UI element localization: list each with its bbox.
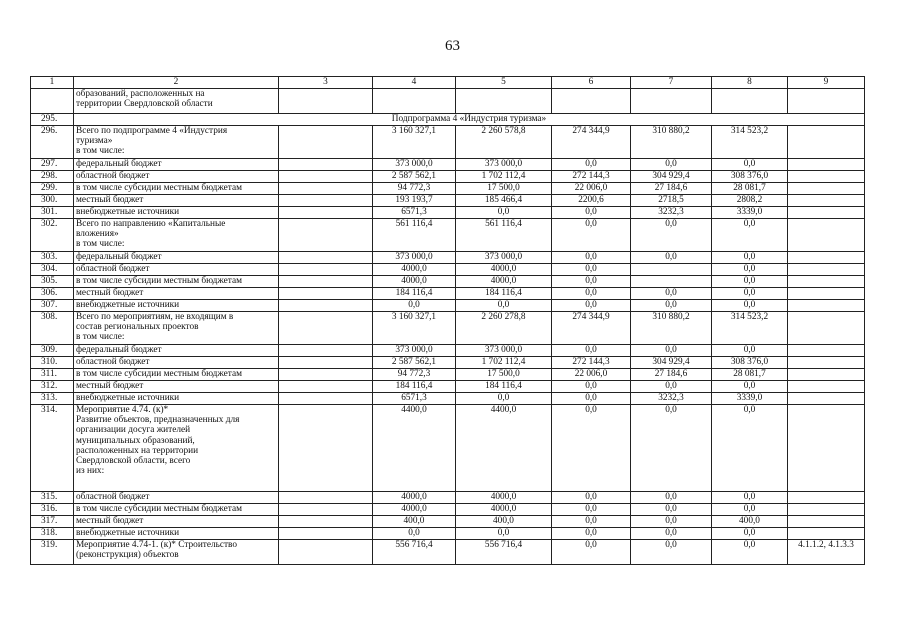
- value-cell-col8: 0,0: [712, 288, 788, 300]
- row-number-cell: 300.: [31, 195, 74, 207]
- value-cell-col4: 3 160 327,1: [373, 126, 456, 159]
- value-cell-col4: 373 000,0: [373, 345, 456, 357]
- value-cell-col8: 0,0: [712, 276, 788, 288]
- value-cell: [279, 89, 373, 114]
- value-cell-col4: 0,0: [373, 300, 456, 312]
- value-cell-col7: 310 880,2: [631, 312, 712, 345]
- value-cell-col6: 0,0: [552, 159, 631, 171]
- row-number-cell: 313.: [31, 393, 74, 405]
- value-cell-col7: 0,0: [631, 300, 712, 312]
- value-cell-col9: [788, 195, 865, 207]
- value-cell-col6: 0,0: [552, 252, 631, 264]
- column-header: 8: [712, 77, 788, 89]
- value-cell-col4: 94 772,3: [373, 183, 456, 195]
- value-cell-col7: 0,0: [631, 504, 712, 516]
- table-row: [31, 516, 865, 528]
- row-name-text: образований, расположенных на территории Свердловской области: [76, 89, 213, 110]
- column-header: 4: [373, 77, 456, 89]
- value-cell-col3: [279, 207, 373, 219]
- value-cell-col5: 185 466,4: [456, 195, 552, 207]
- row-name-text: внебюджетные источники: [76, 300, 180, 310]
- value-cell-col9: [788, 276, 865, 288]
- row-name-text: областной бюджет: [76, 171, 150, 181]
- value-cell-col7: 310 880,2: [631, 126, 712, 159]
- value-cell-col6: 22 006,0: [552, 369, 631, 381]
- row-number-cell: 301.: [31, 207, 74, 219]
- value-cell-col3: [279, 369, 373, 381]
- value-cell-col9: [788, 369, 865, 381]
- row-number-cell: 304.: [31, 264, 74, 276]
- value-cell-col6: 0,0: [552, 405, 631, 492]
- row-name-cell: [74, 171, 279, 183]
- value-cell-col9: [788, 252, 865, 264]
- value-cell: [552, 89, 631, 114]
- row-name-text: внебюджетные источники: [76, 528, 180, 538]
- row-name-cell: [74, 89, 279, 114]
- row-name-text: федеральный бюджет: [76, 159, 162, 169]
- row-name-cell: [74, 288, 279, 300]
- table-row: [31, 195, 865, 207]
- table-row: [31, 159, 865, 171]
- value-cell-col6: 0,0: [552, 540, 631, 565]
- table-row: [31, 207, 865, 219]
- table-row: [31, 89, 865, 114]
- row-number-cell: 319.: [31, 540, 74, 565]
- table-row: [31, 183, 865, 195]
- value-cell-col6: 22 006,0: [552, 183, 631, 195]
- row-number-cell: 312.: [31, 381, 74, 393]
- value-cell-col4: 4000,0: [373, 276, 456, 288]
- row-number-cell: 305.: [31, 276, 74, 288]
- value-cell-col9: [788, 393, 865, 405]
- row-number-cell: 311.: [31, 369, 74, 381]
- value-cell-col5: 17 500,0: [456, 183, 552, 195]
- table-row: [31, 369, 865, 381]
- row-name-text: Мероприятие 4.74. (к)* Развитие объектов, предназначенных для организации досуга жителей муниципальных образований, расположенных на территории Свердловской области, всего из них:: [76, 405, 240, 477]
- column-header: 6: [552, 77, 631, 89]
- row-number-cell: 297.: [31, 159, 74, 171]
- column-header: 9: [788, 77, 865, 89]
- value-cell-col5: 400,0: [456, 516, 552, 528]
- value-cell-col8: 0,0: [712, 219, 788, 252]
- value-cell-col4: 193 193,7: [373, 195, 456, 207]
- column-header: 1: [31, 77, 74, 89]
- value-cell-col8: 3339,0: [712, 207, 788, 219]
- row-name-text: Мероприятие 4.74-1. (к)* Строительство (реконструкция) объектов: [76, 540, 238, 561]
- row-name-cell: [74, 252, 279, 264]
- table-row: [31, 219, 865, 252]
- value-cell-col3: [279, 252, 373, 264]
- value-cell-col4: 561 116,4: [373, 219, 456, 252]
- row-name-cell: [74, 300, 279, 312]
- row-name-cell: [74, 276, 279, 288]
- value-cell-col4: 6571,3: [373, 207, 456, 219]
- value-cell-col7: 27 184,6: [631, 369, 712, 381]
- value-cell-col6: 274 344,9: [552, 312, 631, 345]
- table-row: [31, 312, 865, 345]
- value-cell-col9: [788, 312, 865, 345]
- value-cell-col5: 561 116,4: [456, 219, 552, 252]
- value-cell-col8: 28 081,7: [712, 369, 788, 381]
- table-row: [31, 381, 865, 393]
- value-cell-col3: [279, 492, 373, 504]
- value-cell-col7: [631, 264, 712, 276]
- table-row: [31, 288, 865, 300]
- value-cell-col5: 2 260 578,8: [456, 126, 552, 159]
- value-cell-col3: [279, 159, 373, 171]
- row-name-cell: [74, 393, 279, 405]
- value-cell-col5: 1 702 112,4: [456, 171, 552, 183]
- value-cell-col6: 0,0: [552, 207, 631, 219]
- value-cell-col3: [279, 312, 373, 345]
- value-cell-col9: [788, 219, 865, 252]
- row-name-text: местный бюджет: [76, 516, 144, 526]
- row-name-text: в том числе субсидии местным бюджетам: [76, 504, 242, 514]
- row-name-text: областной бюджет: [76, 264, 150, 274]
- row-number-cell: 318.: [31, 528, 74, 540]
- value-cell-col8: 400,0: [712, 516, 788, 528]
- value-cell-col5: 373 000,0: [456, 345, 552, 357]
- row-number-cell: 308.: [31, 312, 74, 345]
- value-cell-col5: 373 000,0: [456, 252, 552, 264]
- table-row: [31, 528, 865, 540]
- value-cell-col5: 556 716,4: [456, 540, 552, 565]
- value-cell-col6: 0,0: [552, 276, 631, 288]
- column-header: 7: [631, 77, 712, 89]
- value-cell-col8: 0,0: [712, 528, 788, 540]
- value-cell-col3: [279, 195, 373, 207]
- value-cell-col8: 308 376,0: [712, 357, 788, 369]
- row-number-cell: 309.: [31, 345, 74, 357]
- value-cell-col4: 373 000,0: [373, 159, 456, 171]
- value-cell-col5: 4000,0: [456, 504, 552, 516]
- value-cell-col4: 4000,0: [373, 504, 456, 516]
- row-name-cell: [74, 264, 279, 276]
- value-cell-col3: [279, 300, 373, 312]
- value-cell-col7: 0,0: [631, 540, 712, 565]
- row-name-text: федеральный бюджет: [76, 252, 162, 262]
- column-header: 2: [74, 77, 279, 89]
- value-cell-col8: 2808,2: [712, 195, 788, 207]
- value-cell-col7: 0,0: [631, 159, 712, 171]
- row-number-cell: 296.: [31, 126, 74, 159]
- value-cell-col6: 0,0: [552, 393, 631, 405]
- row-name-cell: [74, 183, 279, 195]
- column-header: 3: [279, 77, 373, 89]
- value-cell-col7: 0,0: [631, 252, 712, 264]
- value-cell-col3: [279, 381, 373, 393]
- value-cell-col4: 400,0: [373, 516, 456, 528]
- value-cell-col3: [279, 264, 373, 276]
- value-cell-col7: 3232,3: [631, 393, 712, 405]
- value-cell-col4: 2 587 562,1: [373, 357, 456, 369]
- value-cell: [373, 89, 456, 114]
- value-cell-col8: 0,0: [712, 300, 788, 312]
- row-name-text: местный бюджет: [76, 195, 144, 205]
- table-row: [31, 345, 865, 357]
- column-header: 5: [456, 77, 552, 89]
- row-name-cell: [74, 405, 279, 492]
- row-number-cell: 303.: [31, 252, 74, 264]
- row-name-cell: [74, 369, 279, 381]
- table-row: [31, 405, 865, 492]
- value-cell-col6: 0,0: [552, 528, 631, 540]
- value-cell-col6: 272 144,3: [552, 171, 631, 183]
- value-cell-col8: 0,0: [712, 492, 788, 504]
- value-cell-col6: 2200,6: [552, 195, 631, 207]
- value-cell-col8: 28 081,7: [712, 183, 788, 195]
- value-cell-col6: 0,0: [552, 288, 631, 300]
- value-cell-col3: [279, 528, 373, 540]
- row-name-cell: [74, 516, 279, 528]
- value-cell-col4: 94 772,3: [373, 369, 456, 381]
- value-cell-col9: [788, 405, 865, 492]
- value-cell-col6: 0,0: [552, 381, 631, 393]
- value-cell-col3: [279, 504, 373, 516]
- value-cell: [456, 89, 552, 114]
- row-number-cell: 317.: [31, 516, 74, 528]
- table-row: [31, 393, 865, 405]
- value-cell-col9: [788, 264, 865, 276]
- value-cell-col7: 0,0: [631, 345, 712, 357]
- row-name-cell: [74, 345, 279, 357]
- value-cell-col7: 0,0: [631, 405, 712, 492]
- value-cell-col4: 4400,0: [373, 405, 456, 492]
- row-name-cell: [74, 159, 279, 171]
- row-number-cell: [31, 89, 74, 114]
- value-cell-col8: 0,0: [712, 264, 788, 276]
- value-cell-col9: [788, 504, 865, 516]
- row-name-text: в том числе субсидии местным бюджетам: [76, 369, 242, 379]
- row-name-text: Всего по направлению «Капитальные вложения» в том числе:: [76, 219, 226, 250]
- value-cell-col7: [631, 276, 712, 288]
- section-row: [31, 114, 865, 126]
- row-name-text: в том числе субсидии местным бюджетам: [76, 276, 242, 286]
- value-cell-col3: [279, 276, 373, 288]
- value-cell-col9: [788, 183, 865, 195]
- value-cell-col8: 0,0: [712, 381, 788, 393]
- row-name-text: Всего по подпрограмме 4 «Индустрия туризма» в том числе:: [76, 126, 228, 157]
- value-cell-col8: 314 523,2: [712, 312, 788, 345]
- table-row: [31, 357, 865, 369]
- row-name-cell: [74, 357, 279, 369]
- row-name-text: местный бюджет: [76, 288, 144, 298]
- value-cell-col4: 4000,0: [373, 492, 456, 504]
- value-cell-col8: 0,0: [712, 345, 788, 357]
- value-cell-col3: [279, 516, 373, 528]
- value-cell-col6: 0,0: [552, 300, 631, 312]
- value-cell-col5: 4000,0: [456, 264, 552, 276]
- row-name-text: внебюджетные источники: [76, 207, 180, 217]
- row-name-cell: [74, 195, 279, 207]
- row-number-cell: 316.: [31, 504, 74, 516]
- value-cell-col5: 0,0: [456, 300, 552, 312]
- value-cell-col5: 0,0: [456, 393, 552, 405]
- table-row: [31, 276, 865, 288]
- value-cell-col9: [788, 357, 865, 369]
- table-row: [31, 264, 865, 276]
- value-cell-col8: 308 376,0: [712, 171, 788, 183]
- value-cell-col8: 314 523,2: [712, 126, 788, 159]
- row-number-cell: 299.: [31, 183, 74, 195]
- value-cell-col3: [279, 219, 373, 252]
- value-cell-col8: 0,0: [712, 540, 788, 565]
- table-row: [31, 300, 865, 312]
- row-number-cell: 295.: [31, 114, 74, 126]
- value-cell-col8: 3339,0: [712, 393, 788, 405]
- value-cell-col3: [279, 288, 373, 300]
- row-name-text: в том числе субсидии местным бюджетам: [76, 183, 242, 193]
- value-cell-col4: 556 716,4: [373, 540, 456, 565]
- row-name-text: областной бюджет: [76, 357, 150, 367]
- table-row: [31, 504, 865, 516]
- value-cell-col3: [279, 405, 373, 492]
- row-name-cell: [74, 381, 279, 393]
- value-cell-col6: 0,0: [552, 264, 631, 276]
- value-cell-col3: [279, 540, 373, 565]
- value-cell-col7: 0,0: [631, 492, 712, 504]
- value-cell-col7: 304 929,4: [631, 171, 712, 183]
- value-cell-col8: 0,0: [712, 159, 788, 171]
- value-cell: [712, 89, 788, 114]
- row-number-cell: 302.: [31, 219, 74, 252]
- row-name-text: областной бюджет: [76, 492, 150, 502]
- value-cell-col5: 1 702 112,4: [456, 357, 552, 369]
- value-cell-col9: [788, 159, 865, 171]
- value-cell-col9: [788, 345, 865, 357]
- value-cell-col4: 373 000,0: [373, 252, 456, 264]
- table-row: [31, 171, 865, 183]
- row-name-cell: [74, 528, 279, 540]
- page-number: 63: [445, 38, 460, 54]
- value-cell-col4: 2 587 562,1: [373, 171, 456, 183]
- table-row: [31, 540, 865, 565]
- row-name-cell: [74, 126, 279, 159]
- row-number-cell: 314.: [31, 405, 74, 492]
- row-number-cell: 306.: [31, 288, 74, 300]
- budget-table: [30, 76, 865, 565]
- row-name-cell: [74, 492, 279, 504]
- row-name-cell: [74, 540, 279, 565]
- table-row: [31, 492, 865, 504]
- row-name-text: местный бюджет: [76, 381, 144, 391]
- value-cell: [788, 89, 865, 114]
- row-name-cell: [74, 207, 279, 219]
- value-cell-col4: 184 116,4: [373, 288, 456, 300]
- value-cell-col3: [279, 126, 373, 159]
- value-cell-col5: 184 116,4: [456, 288, 552, 300]
- value-cell-col7: 0,0: [631, 516, 712, 528]
- value-cell-col6: 272 144,3: [552, 357, 631, 369]
- value-cell-col5: 184 116,4: [456, 381, 552, 393]
- value-cell-col8: 0,0: [712, 504, 788, 516]
- value-cell-col7: 0,0: [631, 381, 712, 393]
- value-cell-col7: 3232,3: [631, 207, 712, 219]
- value-cell-col7: 0,0: [631, 288, 712, 300]
- row-name-cell: [74, 219, 279, 252]
- row-name-text: федеральный бюджет: [76, 345, 162, 355]
- row-number-cell: 310.: [31, 357, 74, 369]
- value-cell: [631, 89, 712, 114]
- row-number-cell: 298.: [31, 171, 74, 183]
- value-cell-col6: 0,0: [552, 345, 631, 357]
- table-body: [31, 77, 865, 565]
- value-cell-col3: [279, 171, 373, 183]
- value-cell-col5: 17 500,0: [456, 369, 552, 381]
- row-name-text: внебюджетные источники: [76, 393, 180, 403]
- value-cell-col6: 0,0: [552, 492, 631, 504]
- value-cell-col9: [788, 492, 865, 504]
- value-cell-col9: 4.1.1.2, 4.1.3.3: [788, 540, 865, 565]
- value-cell-col5: 4000,0: [456, 492, 552, 504]
- row-name-cell: [74, 312, 279, 345]
- value-cell-col3: [279, 183, 373, 195]
- table-row: [31, 252, 865, 264]
- value-cell-col5: 4400,0: [456, 405, 552, 492]
- value-cell-col4: 0,0: [373, 528, 456, 540]
- value-cell-col3: [279, 357, 373, 369]
- value-cell-col3: [279, 393, 373, 405]
- value-cell-col5: 2 260 278,8: [456, 312, 552, 345]
- value-cell-col9: [788, 126, 865, 159]
- value-cell-col4: 184 116,4: [373, 381, 456, 393]
- value-cell-col9: [788, 516, 865, 528]
- value-cell-col9: [788, 288, 865, 300]
- value-cell-col8: 0,0: [712, 405, 788, 492]
- value-cell-col8: 0,0: [712, 252, 788, 264]
- value-cell-col7: 0,0: [631, 528, 712, 540]
- row-number-cell: 307.: [31, 300, 74, 312]
- value-cell-col6: 274 344,9: [552, 126, 631, 159]
- value-cell-col5: 0,0: [456, 207, 552, 219]
- value-cell-col6: 0,0: [552, 504, 631, 516]
- value-cell-col7: 2718,5: [631, 195, 712, 207]
- value-cell-col3: [279, 345, 373, 357]
- value-cell-col5: 4000,0: [456, 276, 552, 288]
- row-name-text: Всего по мероприятиям, не входящим в состав региональных проектов в том числе:: [76, 312, 234, 343]
- value-cell-col4: 4000,0: [373, 264, 456, 276]
- column-number-row: [31, 77, 865, 89]
- row-name-cell: [74, 504, 279, 516]
- value-cell-col5: 0,0: [456, 528, 552, 540]
- value-cell-col9: [788, 528, 865, 540]
- value-cell-col4: 6571,3: [373, 393, 456, 405]
- value-cell-col9: [788, 207, 865, 219]
- table-row: [31, 126, 865, 159]
- value-cell-col7: 27 184,6: [631, 183, 712, 195]
- value-cell-col4: 3 160 327,1: [373, 312, 456, 345]
- value-cell-col7: 304 929,4: [631, 357, 712, 369]
- value-cell-col9: [788, 171, 865, 183]
- value-cell-col6: 0,0: [552, 219, 631, 252]
- value-cell-col5: 373 000,0: [456, 159, 552, 171]
- section-title: Подпрограмма 4 «Индустрия туризма»: [74, 114, 865, 126]
- value-cell-col6: 0,0: [552, 516, 631, 528]
- value-cell-col9: [788, 300, 865, 312]
- value-cell-col7: 0,0: [631, 219, 712, 252]
- value-cell-col9: [788, 381, 865, 393]
- row-number-cell: 315.: [31, 492, 74, 504]
